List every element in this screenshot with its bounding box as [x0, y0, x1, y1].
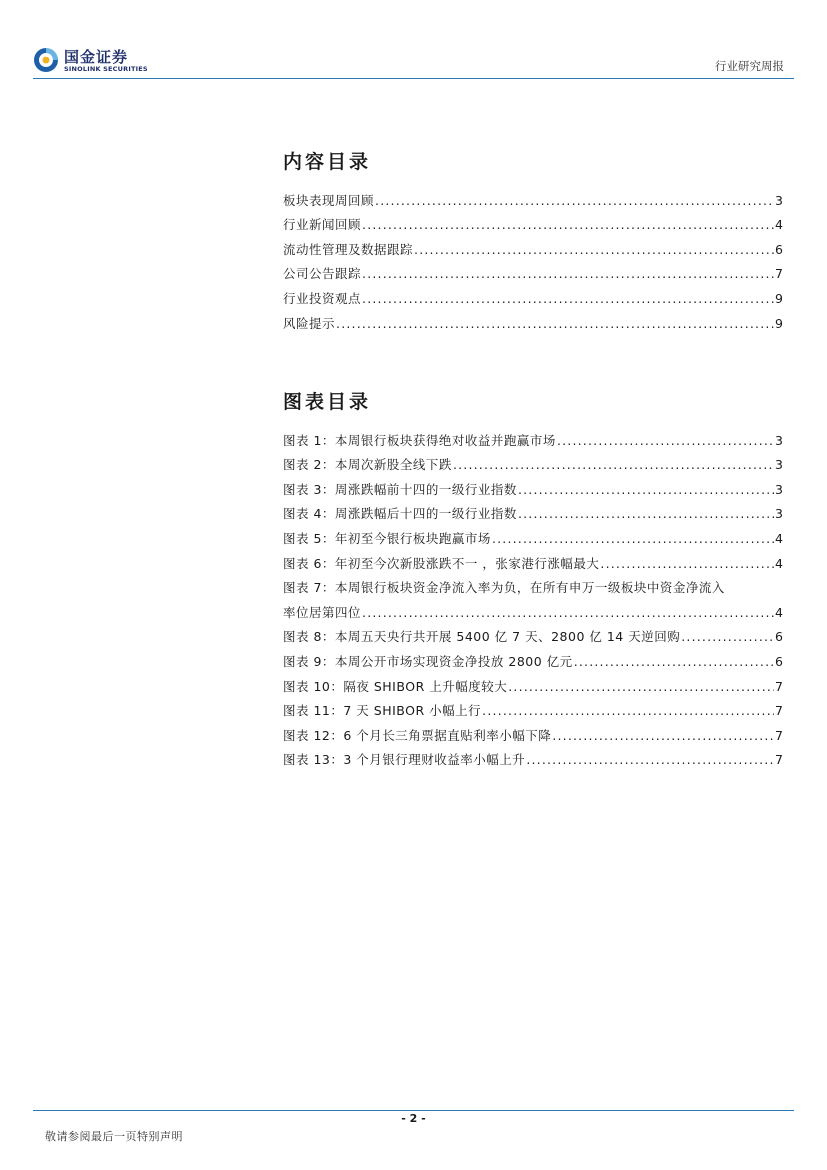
leader-dots [362, 605, 774, 621]
header-divider [33, 78, 794, 79]
contents-toc [283, 150, 783, 332]
figure-entry[interactable] [283, 424, 783, 449]
logo-chinese-text: 国金证券 [64, 48, 129, 66]
figure-entry-page: 7 [775, 678, 783, 694]
toc-list [283, 184, 783, 332]
page-number: - 2 - [401, 1112, 426, 1125]
figure-entry-label: 图表 8：本周五天央行共开展 5400 亿 7 天、2800 亿 14 天逆回购 [283, 629, 681, 645]
leader-dots [557, 433, 774, 449]
figure-entry-label: 图表 10：隔夜 SHIBOR 上升幅度较大 [283, 678, 508, 694]
toc-entry-page: 3 [775, 192, 783, 208]
toc-entry[interactable] [283, 258, 783, 283]
leader-dots [526, 752, 774, 768]
figure-entry[interactable] [283, 547, 783, 572]
leader-dots [574, 654, 774, 670]
figure-entry[interactable] [283, 449, 783, 474]
figure-entry[interactable] [283, 522, 783, 547]
leader-dots [518, 506, 774, 522]
toc-entry-label: 流动性管理及数据跟踪 [283, 241, 414, 257]
toc-entry-label: 风险提示 [283, 315, 336, 331]
leader-dots [453, 457, 774, 473]
leader-dots [336, 316, 774, 332]
figure-entry[interactable] [283, 645, 783, 670]
leader-dots [552, 728, 774, 744]
page-header [0, 0, 827, 80]
toc-entry-label: 行业新闻回顾 [283, 217, 362, 233]
figure-entry-label: 图表 9：本周公开市场实现资金净投放 2800 亿元 [283, 653, 573, 669]
figure-entry-label: 图表 1：本周银行板块获得绝对收益并跑赢市场 [283, 432, 556, 448]
logo-english-text: SINOLINK SECURITIES [64, 65, 148, 73]
leader-dots [414, 242, 774, 258]
leader-dots [362, 266, 774, 282]
figure-entry[interactable] [283, 596, 783, 621]
figure-entry-page: 4 [775, 555, 783, 571]
toc-entry[interactable] [283, 307, 783, 332]
figure-entry-page: 6 [775, 653, 783, 669]
toc-entry[interactable] [283, 184, 783, 209]
leader-dots [482, 703, 774, 719]
figure-entry-label: 图表 12：6 个月长三角票据直贴利率小幅下降 [283, 727, 552, 743]
figure-entry[interactable] [283, 473, 783, 498]
leader-dots [681, 629, 774, 645]
toc-entry-page: 6 [775, 241, 783, 257]
disclaimer-note: 敬请参阅最后一页特别声明 [45, 1130, 183, 1143]
toc-title: 内容目录 [283, 151, 372, 173]
figure-entry-label: 图表 13：3 个月银行理财收益率小幅上升 [283, 752, 526, 768]
figure-entry-page: 6 [775, 629, 783, 645]
figures-list [283, 424, 783, 768]
figure-entry[interactable] [283, 695, 783, 720]
figure-entry-page: 3 [775, 481, 783, 497]
report-type-label: 行业研究周报 [715, 59, 784, 73]
company-logo [33, 46, 153, 78]
figure-entry[interactable] [283, 744, 783, 769]
footer-divider [33, 1110, 794, 1111]
figure-entry-page: 7 [775, 703, 783, 719]
leader-dots [362, 291, 774, 307]
toc-entry-label: 公司公告跟踪 [283, 266, 362, 282]
leader-dots [375, 193, 774, 209]
figure-entry-label: 图表 11：7 天 SHIBOR 小幅上行 [283, 703, 482, 719]
toc-entry-page: 4 [775, 217, 783, 233]
figure-entry-first-line[interactable]: 图表 7：本周银行板块资金净流入率为负，在所有申万一级板块中资金净流入 [283, 580, 725, 596]
figure-entry[interactable] [283, 498, 783, 523]
figure-entry-page: 7 [775, 752, 783, 768]
figure-entry-page: 3 [775, 432, 783, 448]
figures-toc [283, 390, 783, 768]
toc-entry[interactable] [283, 209, 783, 234]
toc-entry-page: 7 [775, 266, 783, 282]
figure-entry-label: 图表 3：周涨跌幅前十四的一级行业指数 [283, 481, 517, 497]
figure-entry-label: 图表 4：周涨跌幅后十四的一级行业指数 [283, 506, 517, 522]
toc-entry[interactable] [283, 233, 783, 258]
figure-entry-label: 率位居第四位 [283, 604, 362, 620]
figure-entry-page: 4 [775, 530, 783, 546]
leader-dots [518, 482, 774, 498]
figure-entry[interactable] [283, 719, 783, 744]
figure-entry-page: 3 [775, 457, 783, 473]
figure-entry[interactable] [283, 670, 783, 695]
toc-entry-page: 9 [775, 315, 783, 331]
leader-dots [600, 556, 774, 572]
leader-dots [492, 531, 774, 547]
toc-entry-label: 板块表现周回顾 [283, 192, 375, 208]
toc-entry[interactable] [283, 282, 783, 307]
figure-entry-page: 3 [775, 506, 783, 522]
figure-entry[interactable] [283, 621, 783, 646]
figure-entry-label: 图表 5：年初至今银行板块跑赢市场 [283, 530, 491, 546]
figure-entry-label: 图表 2：本周次新股全线下跌 [283, 457, 452, 473]
leader-dots [362, 217, 774, 233]
toc-entry-label: 行业投资观点 [283, 290, 362, 306]
figure-entry-page: 7 [775, 727, 783, 743]
figure-entry-page: 4 [775, 604, 783, 620]
toc-entry-page: 9 [775, 290, 783, 306]
figure-entry-label: 图表 6：年初至今次新股涨跌不一 ，张家港行涨幅最大 [283, 555, 600, 571]
sinolink-logo-icon [33, 47, 59, 73]
leader-dots [508, 679, 774, 695]
figures-title: 图表目录 [283, 391, 372, 413]
